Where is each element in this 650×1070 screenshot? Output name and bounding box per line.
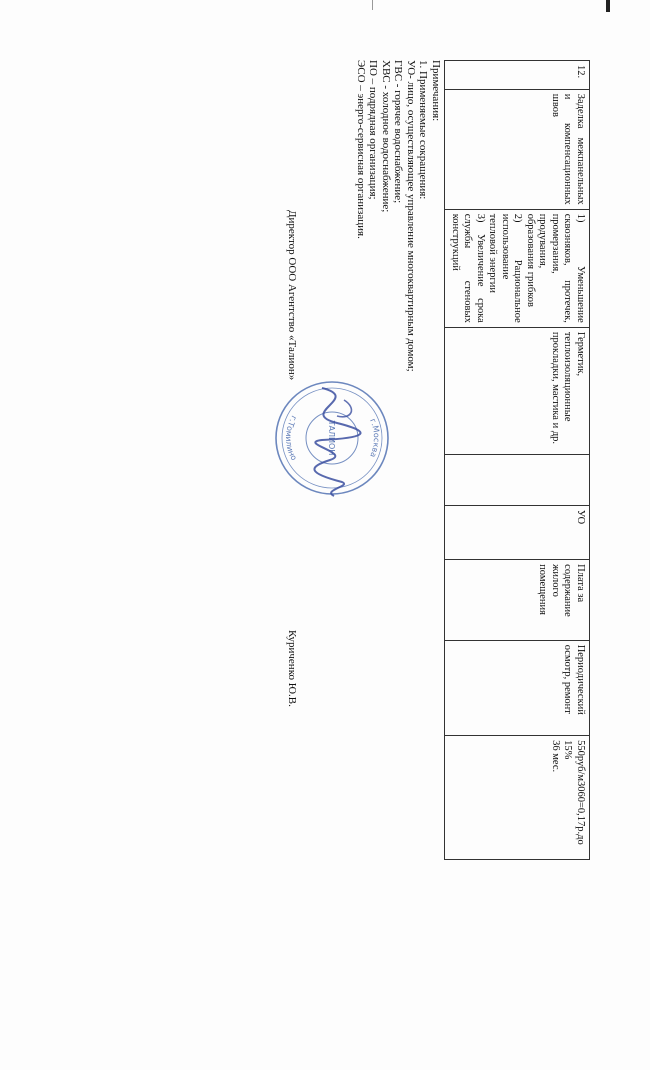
note-line: ХВС - холодное водоснабжение;: [380, 60, 392, 213]
frequency-cell: Периодический осмотр, ремонт: [445, 640, 590, 735]
notes-heading: Примечания:: [430, 60, 442, 122]
payback-value: 36 мес.: [550, 740, 561, 773]
svg-text:г.Томилино: [284, 414, 299, 462]
table-row: [445, 61, 590, 860]
row-number: 12.: [445, 61, 590, 90]
effect-item: 1) Уменьшение сквозняков, протечек, промерзания, продувания, образования грибков: [525, 213, 586, 323]
stamp-top-text: г.Москва: [368, 417, 382, 459]
note-line: 1. Применяемые сокращения:: [417, 60, 430, 200]
stamp-center-text: ТАЛИОН: [327, 420, 336, 456]
scan-edge-mark: [606, 0, 610, 12]
effect-item: 3) Увеличение срока службы стеновых конструкций: [450, 213, 486, 323]
note-line: УО- лицо, осуществляющее управление многоквартирным домом;: [405, 60, 417, 372]
company-stamp-icon: [272, 378, 392, 498]
cost-value: 550руб/м3060=0,17р.до 15%: [562, 740, 586, 845]
effect-item: 2) Рациональное использование тепловой энергии: [487, 213, 524, 323]
work-description: Заделка межпанельных и компенсационных швов: [445, 89, 590, 209]
note-line: ГВС - горячее водоснабжение;: [392, 60, 405, 204]
handwritten-signature-icon: [314, 388, 360, 496]
measures-table: [445, 60, 591, 860]
svg-text:г.Москва: [368, 417, 381, 459]
materials-cell: Герметик, теплоизоляционные прокладки, мастика и др.: [445, 327, 590, 454]
financing-cell: Плата за содержание жилого помещения: [445, 560, 590, 641]
empty-cell: [445, 455, 590, 506]
cost-cell: [445, 736, 590, 860]
scan-edge-mark: [372, 0, 373, 10]
rotated-document: [10, 60, 590, 860]
director-name: Куриченко Ю.В.: [286, 630, 298, 707]
note-line: ПО – подрядная организация;: [367, 60, 380, 200]
note-line: ЭСО – энерго-сервисная организация.: [355, 60, 367, 239]
executor-cell: УО: [445, 505, 590, 559]
stamp-bottom-text: г.Томилино: [283, 414, 299, 462]
director-position: Директор ООО Агентство «Талион»: [286, 210, 298, 381]
effects-cell: [445, 209, 590, 327]
